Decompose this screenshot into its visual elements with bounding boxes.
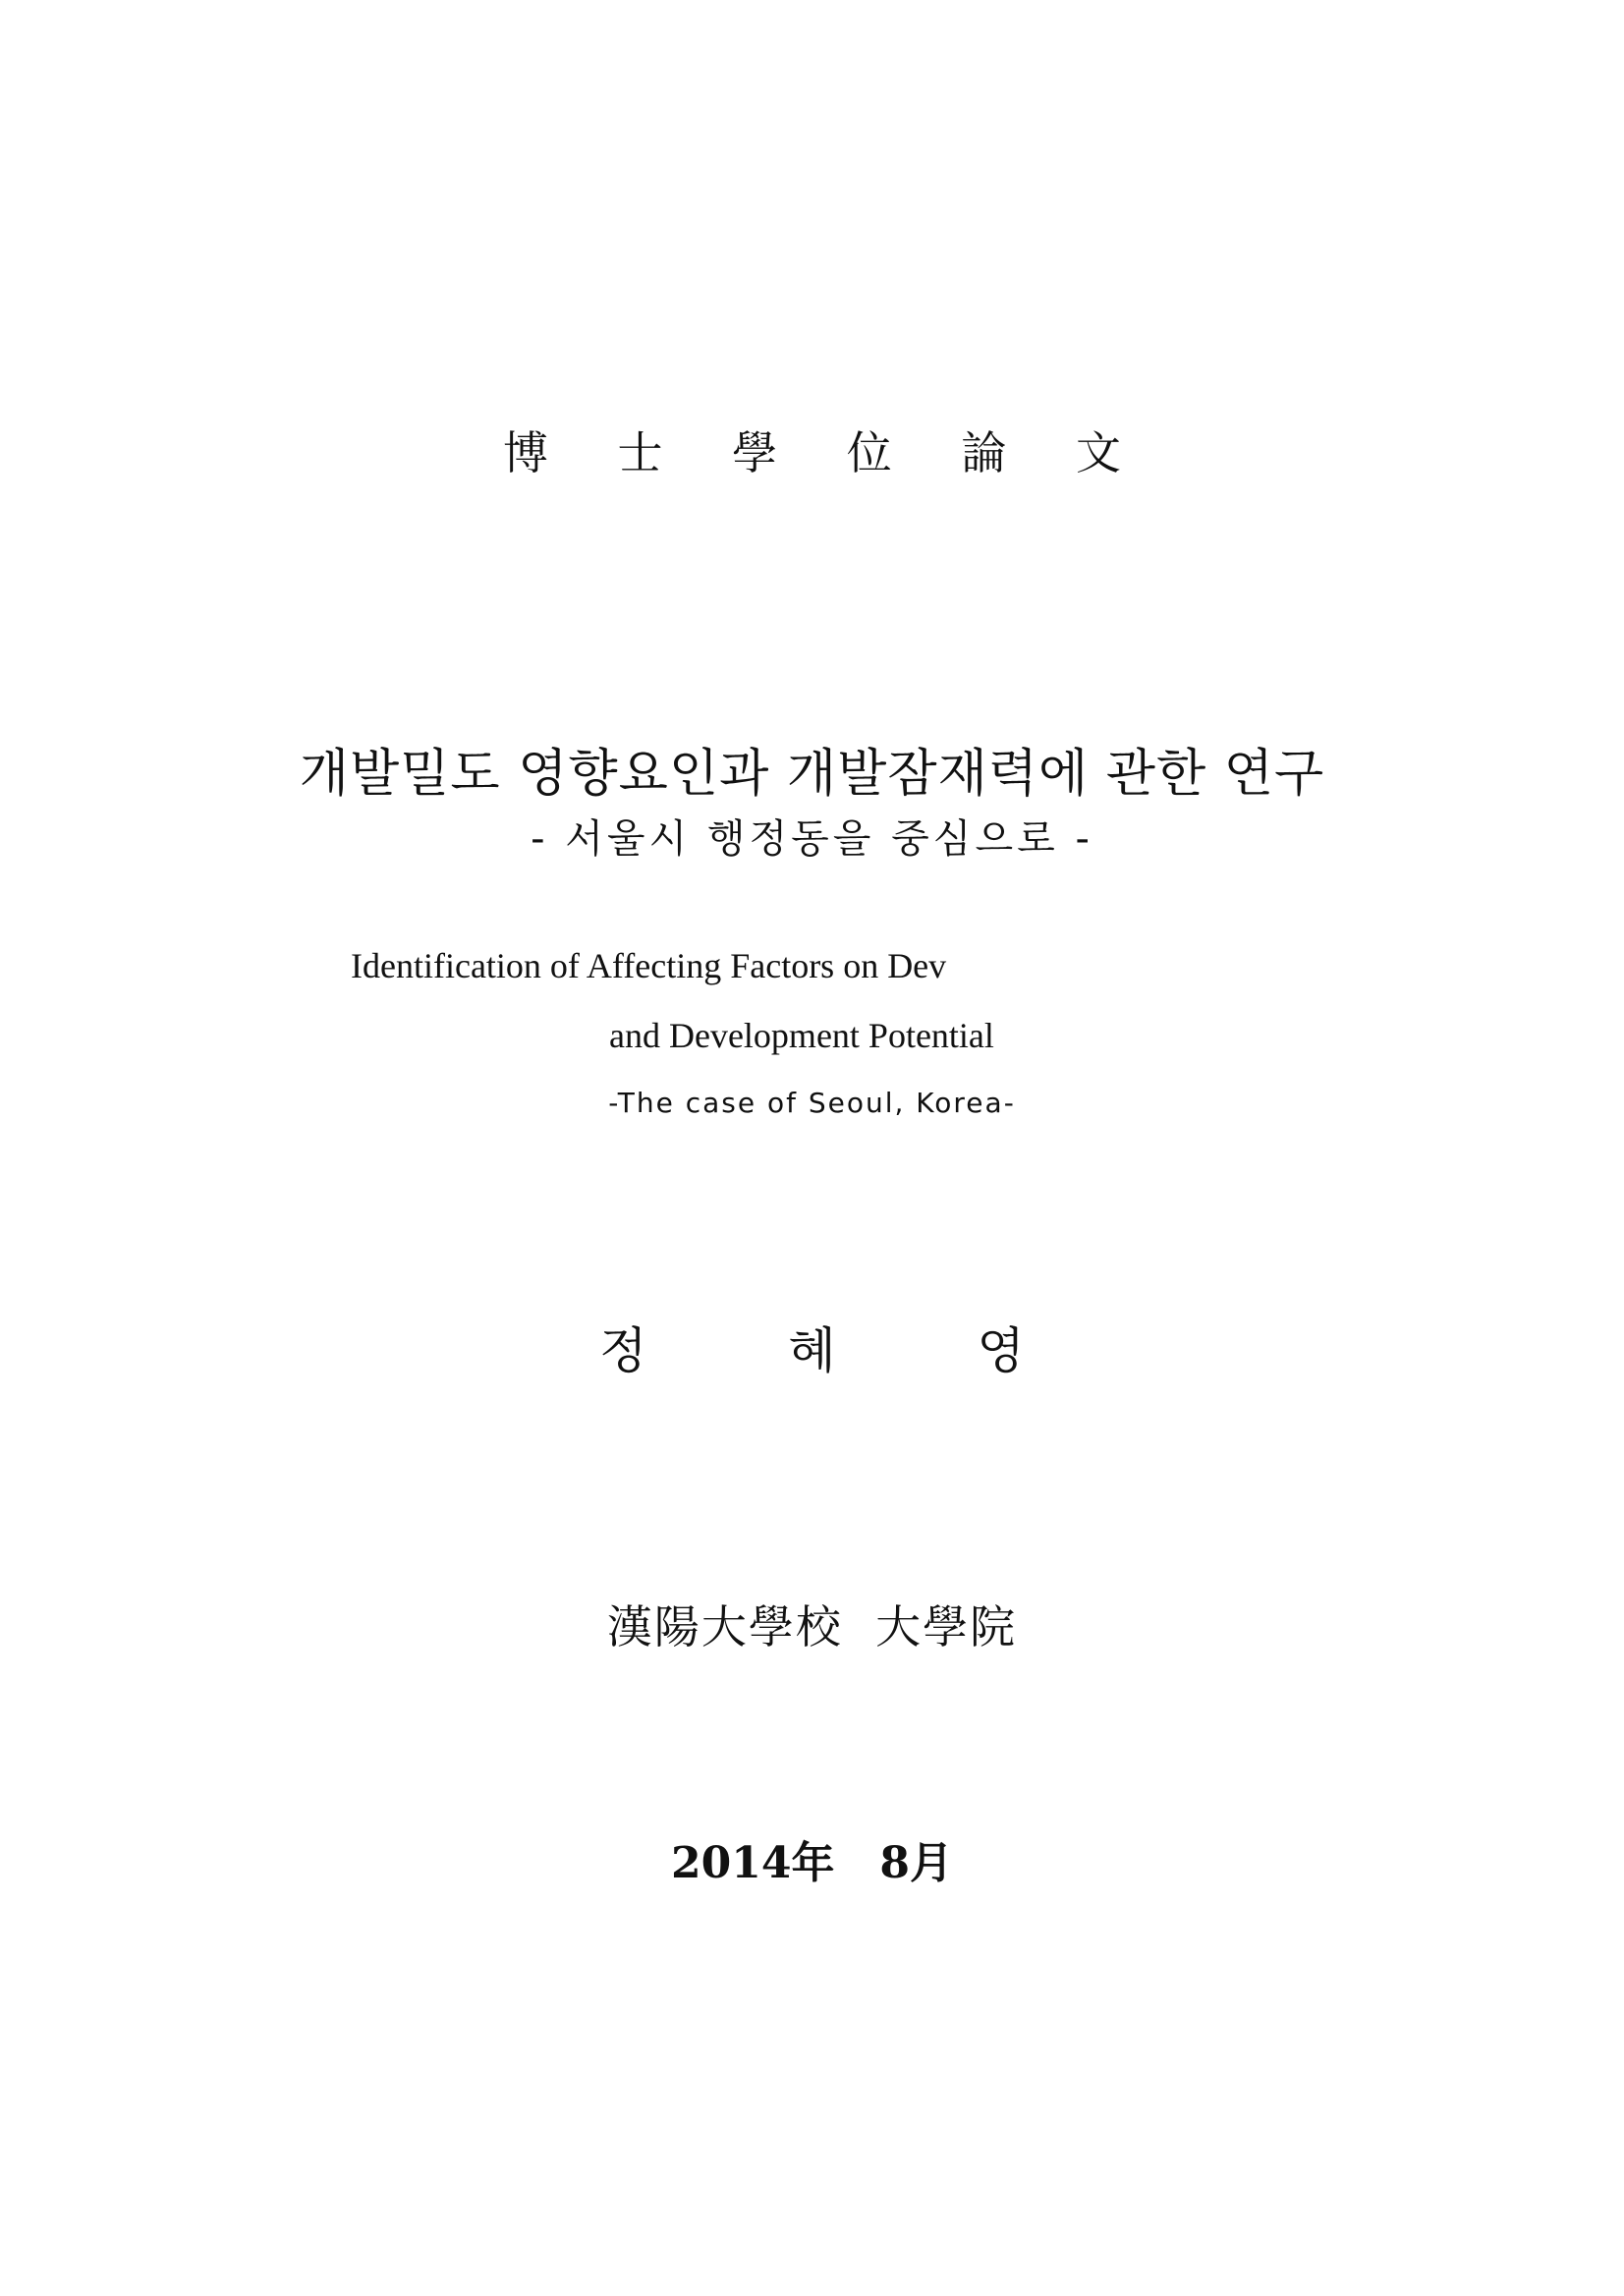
title-english-line-1: Identification of Affecting Factors on Dev [351, 946, 947, 985]
title-korean: 개발밀도 영향요인과 개발잠재력에 관한 연구 [299, 745, 1325, 804]
author-name: 정 혜 영 [599, 1322, 1088, 1379]
subtitle-english: -The case of Seoul, Korea- [608, 1087, 1016, 1119]
degree-type: 博 士 學 位 論 文 [502, 426, 1149, 479]
submission-date: 2014年 8月 [670, 1838, 954, 1888]
title-english-line-2: and Development Potential [609, 1016, 994, 1055]
university-name: 漢陽大學校 大學院 [606, 1600, 1018, 1653]
subtitle-korean: - 서울시 행정동을 중심으로 - [531, 816, 1093, 862]
